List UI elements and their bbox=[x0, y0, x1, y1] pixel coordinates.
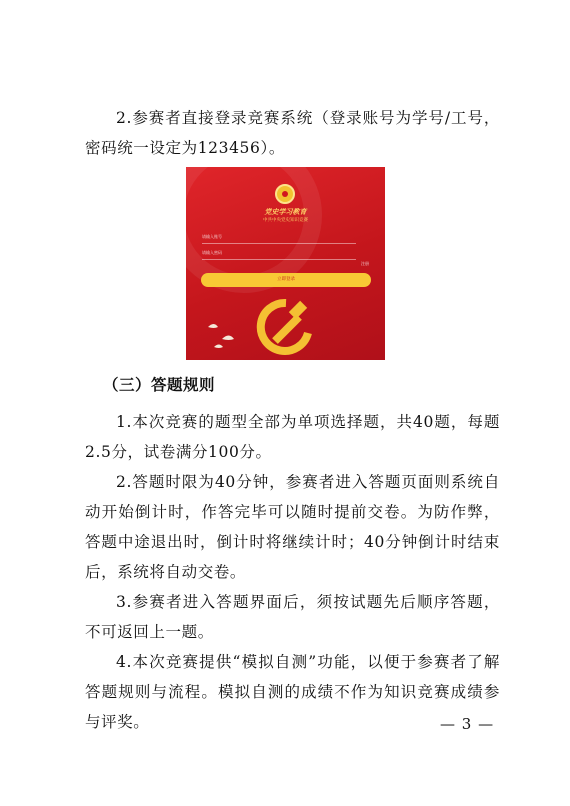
login-instruction-paragraph: 2.参赛者直接登录竞赛系统（登录账号为学号/工号，密码统一设定为123456）。 bbox=[85, 109, 500, 157]
app-subtitle: 中共中央党史知识竞赛 bbox=[263, 218, 308, 223]
rule-item: 4.本次竞赛提供“模拟自测”功能，以便于参赛者了解答题规则与流程。模拟自测的成绩不作为知识竞赛成绩参与评奖。 bbox=[85, 653, 500, 731]
page-number: — 3 — bbox=[440, 715, 495, 733]
password-input[interactable]: 请输入密码 bbox=[202, 247, 356, 260]
login-button[interactable]: 立即登录 bbox=[201, 273, 371, 287]
rule-item: 3.参赛者进入答题界面后，须按试题先后顺序答题，不可返回上一题。 bbox=[85, 593, 500, 641]
account-input[interactable]: 请输入账号 bbox=[202, 231, 356, 244]
app-title: 党史学习教育 bbox=[264, 207, 307, 216]
party-emblem-icon bbox=[275, 184, 295, 204]
section-heading: （三）答题规则 bbox=[103, 376, 216, 394]
rule-item: 2.答题时限为40分钟，参赛者进入答题页面则系统自动开始倒计时，作答完毕可以随时提前交卷。为防作弊，答题中途退出时，倒计时将继续计时；40分钟倒计时结束后，系统将自动交卷。 bbox=[85, 473, 500, 581]
dove-icon bbox=[204, 317, 254, 352]
login-screenshot bbox=[186, 167, 385, 360]
register-link[interactable]: 注册 bbox=[361, 261, 369, 266]
hammer-sickle-icon bbox=[256, 295, 316, 360]
rule-item: 1.本次竞赛的题型全部为单项选择题，共40题，每题2.5分，试卷满分100分。 bbox=[85, 413, 500, 461]
